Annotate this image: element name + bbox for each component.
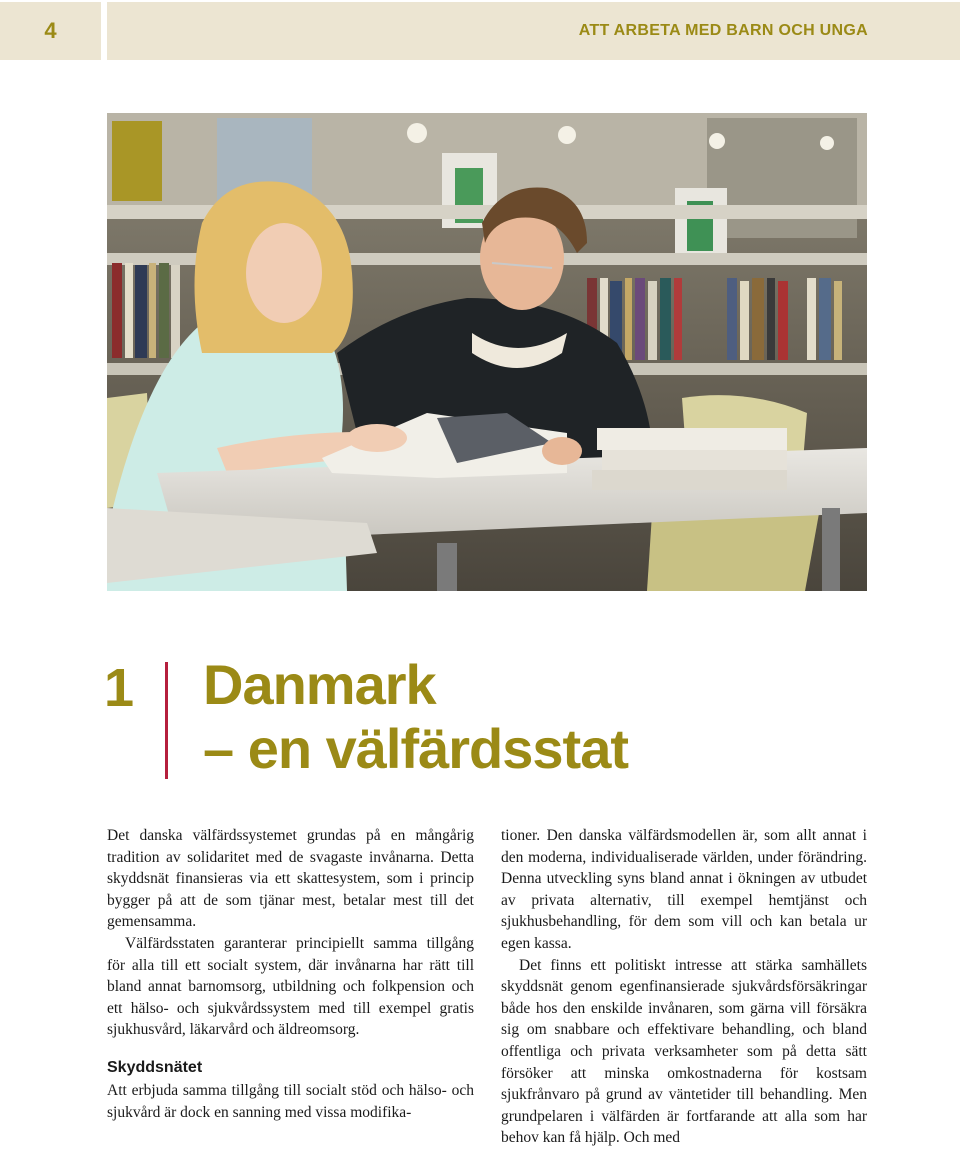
paragraph-welfare-guarantee: Välfärdsstaten garanterar principiellt samma tillgång för alla till ett socialt system, där invånarna har rätt till bland annat barnomsorg, utbildning och folkpension och ett hälso- och sjukvårdssystem med till exempel gratis sjukhusvård, läkarvård och äldreomsorg. bbox=[107, 934, 474, 1039]
chapter-title bbox=[203, 653, 843, 781]
paragraph-political-interest: Det finns ett politiskt intresse att stärka samhällets skyddsnät genom egenfinansierade sjukvårdsförsäkringar både hos den enskilde invånaren, som gärna vill försäkra sig om snabbare och effektivare behandling, och bland offentliga och privata verksamheter som på detta sätt försöker att minska omkostnaderna för kostsam sjukfrånvaro på grund av väntetider till behandling. Men grundpelaren i välfärden är fortfarande att alla som har behov kan få hjälp. Och med bbox=[501, 956, 867, 1147]
page-number: 4 bbox=[0, 2, 101, 60]
subheading-safety-net: Skyddsnätet bbox=[107, 1058, 203, 1076]
paragraph-intro: Det danska välfärdssystemet grundas på en mångårig tradition av solidaritet med de svagaste invånarna. Detta skyddsnät finansieras via ett skattesystem, som i princip bygger på att de som tjänar mest, betalar mest till det gemensamma. bbox=[107, 827, 474, 931]
chapter-title-line-2: – en välfärdsstat bbox=[203, 717, 628, 780]
chapter-title-line-1: Danmark bbox=[203, 653, 436, 716]
section-header bbox=[107, 2, 960, 60]
section-title: ATT ARBETA MED BARN OCH UNGA bbox=[578, 22, 868, 39]
library-photo bbox=[107, 113, 867, 591]
body-column-left bbox=[107, 825, 474, 1123]
chapter-number: 1 bbox=[104, 658, 133, 718]
body-column-right bbox=[501, 825, 867, 1149]
paragraph-safety-net-start: Att erbjuda samma tillgång till socialt stöd och hälso- och sjukvård är dock en sanning med vissa modifika- bbox=[107, 1081, 474, 1121]
paragraph-modifications: tioner. Den danska välfärdsmodellen är, som allt annat i den moderna, individualiserade världen, under förändring. Denna utveckling syns bland annat i ökningen av utbudet av privata alternativ, till exempel hemtjänst och sjukhusbehandling, för dem som vill och kan betala ur egen kassa. bbox=[501, 827, 867, 952]
chapter-divider bbox=[165, 662, 168, 779]
